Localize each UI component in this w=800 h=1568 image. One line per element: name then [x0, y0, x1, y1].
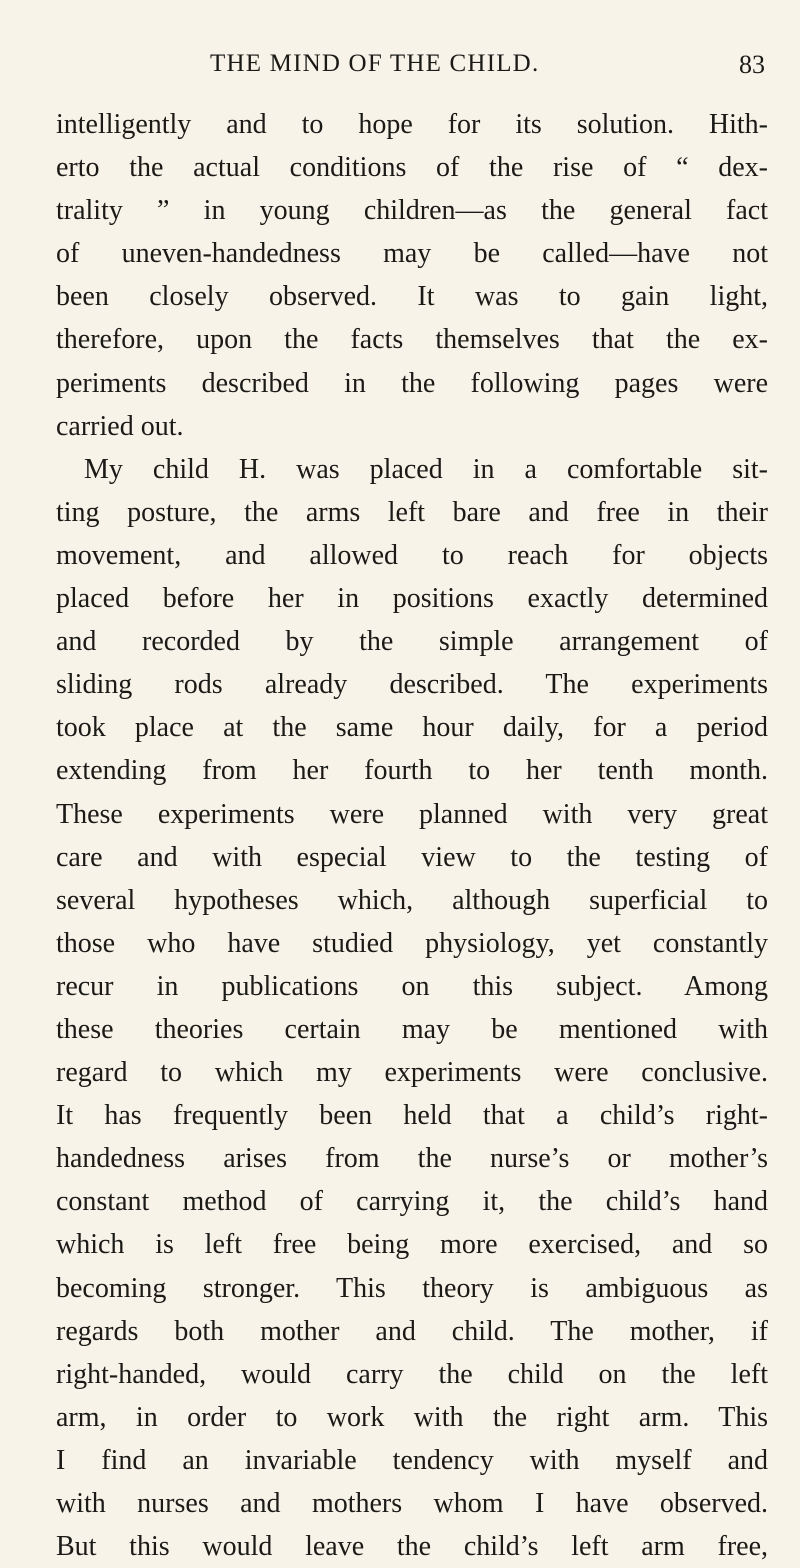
- text-line: becoming stronger. This theory is ambiguous as: [56, 1272, 768, 1304]
- text-line: care and with especial view to the testing of: [56, 841, 768, 873]
- page-number: 83: [739, 50, 765, 79]
- text-line: intelligently and to hope for its solution. Hith-: [56, 109, 768, 140]
- text-line: been closely observed. It was to gain light,: [56, 281, 768, 313]
- text-line: and recorded by the simple arrangement of: [56, 626, 768, 658]
- text-line: these theories certain may be mentioned with: [56, 1013, 768, 1045]
- text-line: My child H. was placed in a comfortable sit-: [84, 453, 768, 485]
- text-line: movement, and allowed to reach for objects: [56, 539, 768, 571]
- text-line: which is left free being more exercised, and so: [56, 1229, 768, 1261]
- text-line: recur in publications on this subject. Among: [56, 970, 768, 1002]
- text-line: handedness arises from the nurse’s or mother’s: [56, 1143, 768, 1175]
- text-line: I find an invariable tendency with myself and: [56, 1444, 768, 1476]
- running-head: [210, 50, 765, 86]
- text-line: trality ” in young children—as the general fact: [56, 195, 768, 227]
- text-line: periments described in the following pages were: [56, 367, 768, 399]
- body-text: [56, 103, 768, 1568]
- text-line: right-handed, would carry the child on the left: [56, 1358, 768, 1390]
- text-line: of uneven-handedness may be called—have not: [56, 238, 768, 270]
- text-line: regard to which my experiments were conclusive.: [56, 1057, 768, 1089]
- text-line: constant method of carrying it, the child’s hand: [56, 1186, 768, 1218]
- text-line: sliding rods already described. The experiments: [56, 669, 768, 701]
- text-line: with nurses and mothers whom I have observed.: [56, 1488, 768, 1519]
- text-line: regards both mother and child. The mother, if: [56, 1315, 768, 1347]
- text-line: extending from her fourth to her tenth month.: [56, 755, 768, 787]
- running-title: THE MIND OF THE CHILD.: [210, 50, 540, 77]
- text-line: arm, in order to work with the right arm. This: [56, 1401, 768, 1433]
- text-line: placed before her in positions exactly determined: [56, 583, 768, 615]
- text-line: It has frequently been held that a child’s right-: [56, 1100, 768, 1132]
- text-line: carried out.: [56, 410, 184, 442]
- text-line: took place at the same hour daily, for a period: [56, 712, 768, 744]
- text-line: erto the actual conditions of the rise of “ dex-: [56, 152, 768, 184]
- text-line: ting posture, the arms left bare and free in their: [56, 496, 768, 528]
- text-line: several hypotheses which, although superficial to: [56, 884, 768, 916]
- text-line: therefore, upon the facts themselves that the ex-: [56, 324, 768, 356]
- text-line: But this would leave the child’s left arm free,: [56, 1531, 768, 1563]
- text-line: those who have studied physiology, yet constantly: [56, 927, 768, 959]
- text-line: These experiments were planned with very great: [56, 798, 768, 830]
